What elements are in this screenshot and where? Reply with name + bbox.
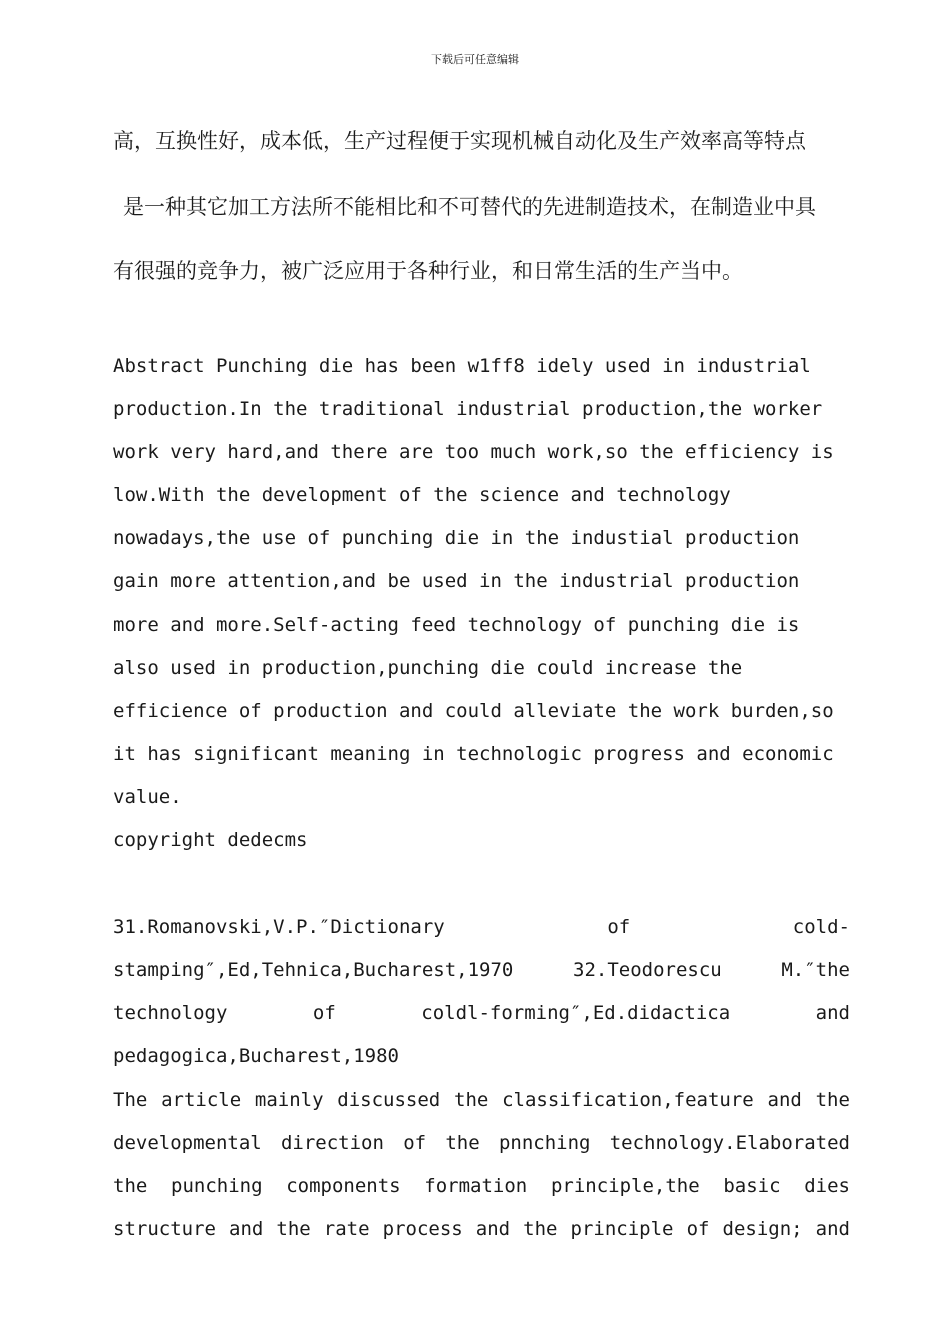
word: and (767, 1089, 802, 1111)
word: components (286, 1175, 401, 1197)
copyright-text: copyright dedecms (113, 829, 308, 851)
word: discussed (337, 1089, 441, 1111)
word: principle (570, 1218, 674, 1240)
abstract-line: gain more attention,and be used in the industrial production (113, 570, 800, 592)
word: stamping″,Ed,Tehnica,Bucharest,1970 (113, 959, 514, 981)
word: rate (323, 1218, 370, 1240)
word: formation (424, 1175, 528, 1197)
abstract-line: value. (113, 786, 182, 808)
abstract-line: more and more.Self-acting feed technology of punching die is (113, 614, 800, 636)
reference-line-2 (113, 955, 850, 985)
word: basic (723, 1175, 781, 1197)
word: 31.Romanovski,V.P.″Dictionary (113, 916, 445, 938)
article-line-3 (113, 1171, 850, 1201)
word: classification,feature (502, 1089, 754, 1111)
reference-line-3 (113, 998, 850, 1028)
word: of (312, 1002, 336, 1024)
abstract-line: efficience of production and could alleviate the work burden,so (113, 700, 834, 722)
word: article (161, 1089, 242, 1111)
article-line-2 (113, 1128, 850, 1158)
word: coldl-forming″,Ed.didactica (421, 1002, 731, 1024)
word: M.″the (781, 959, 850, 981)
abstract-line: also used in production,punching die could increase the (113, 657, 743, 679)
word: technology.Elaborated (609, 1132, 850, 1154)
word: principle,the (550, 1175, 700, 1197)
article-line-1 (113, 1085, 850, 1115)
article-line-4 (113, 1214, 850, 1244)
word: and (229, 1218, 264, 1240)
word: cold- (792, 916, 850, 938)
word: the (445, 1132, 480, 1154)
chinese-line-2: 是一种其它加工方法所不能相比和不可替代的先进制造技术，在制造业中具 (123, 195, 816, 219)
word: dies (804, 1175, 850, 1197)
reference-line-4: pedagogica,Bucharest,1980 (113, 1045, 399, 1067)
abstract-line: production.In the traditional industrial production,the worker (113, 398, 823, 420)
word: structure (113, 1218, 216, 1240)
word: the (815, 1089, 850, 1111)
word: process (382, 1218, 463, 1240)
word: design; (722, 1218, 803, 1240)
word: 32.Teodorescu (573, 959, 722, 981)
abstract-line: low.With the development of the science and technology (113, 484, 731, 506)
word: mainly (254, 1089, 324, 1111)
chinese-line-3: 有很强的竞争力，被广泛应用于各种行业，和日常生活的生产当中。 (113, 259, 743, 283)
abstract-line: nowadays,the use of punching die in the industial production (113, 527, 800, 549)
word: and (815, 1002, 850, 1024)
reference-line-1 (113, 912, 850, 942)
word: and (475, 1218, 511, 1240)
word: developmental (113, 1132, 262, 1154)
word: the (276, 1218, 311, 1240)
word: technology (113, 1002, 228, 1024)
word: of (403, 1132, 427, 1154)
word: the (454, 1089, 489, 1111)
abstract-line: it has significant meaning in technologic progress and economic (113, 743, 834, 765)
word: the (523, 1218, 558, 1240)
page-header: 下载后可任意编辑 (431, 53, 519, 66)
abstract-line: Abstract Punching die has been w1ff8 idely used in industrial (113, 355, 811, 377)
word: pnnching (498, 1132, 591, 1154)
word: the (113, 1175, 148, 1197)
word: of (607, 916, 631, 938)
word: punching (171, 1175, 263, 1197)
word: direction (280, 1132, 384, 1154)
chinese-line-1: 高，互换性好，成本低，生产过程便于实现机械自动化及生产效率高等特点 (113, 129, 806, 153)
word: The (113, 1089, 148, 1111)
abstract-line: work very hard,and there are too much work,so the efficiency is (113, 441, 834, 463)
word: of (686, 1218, 710, 1240)
word: and (815, 1218, 850, 1240)
